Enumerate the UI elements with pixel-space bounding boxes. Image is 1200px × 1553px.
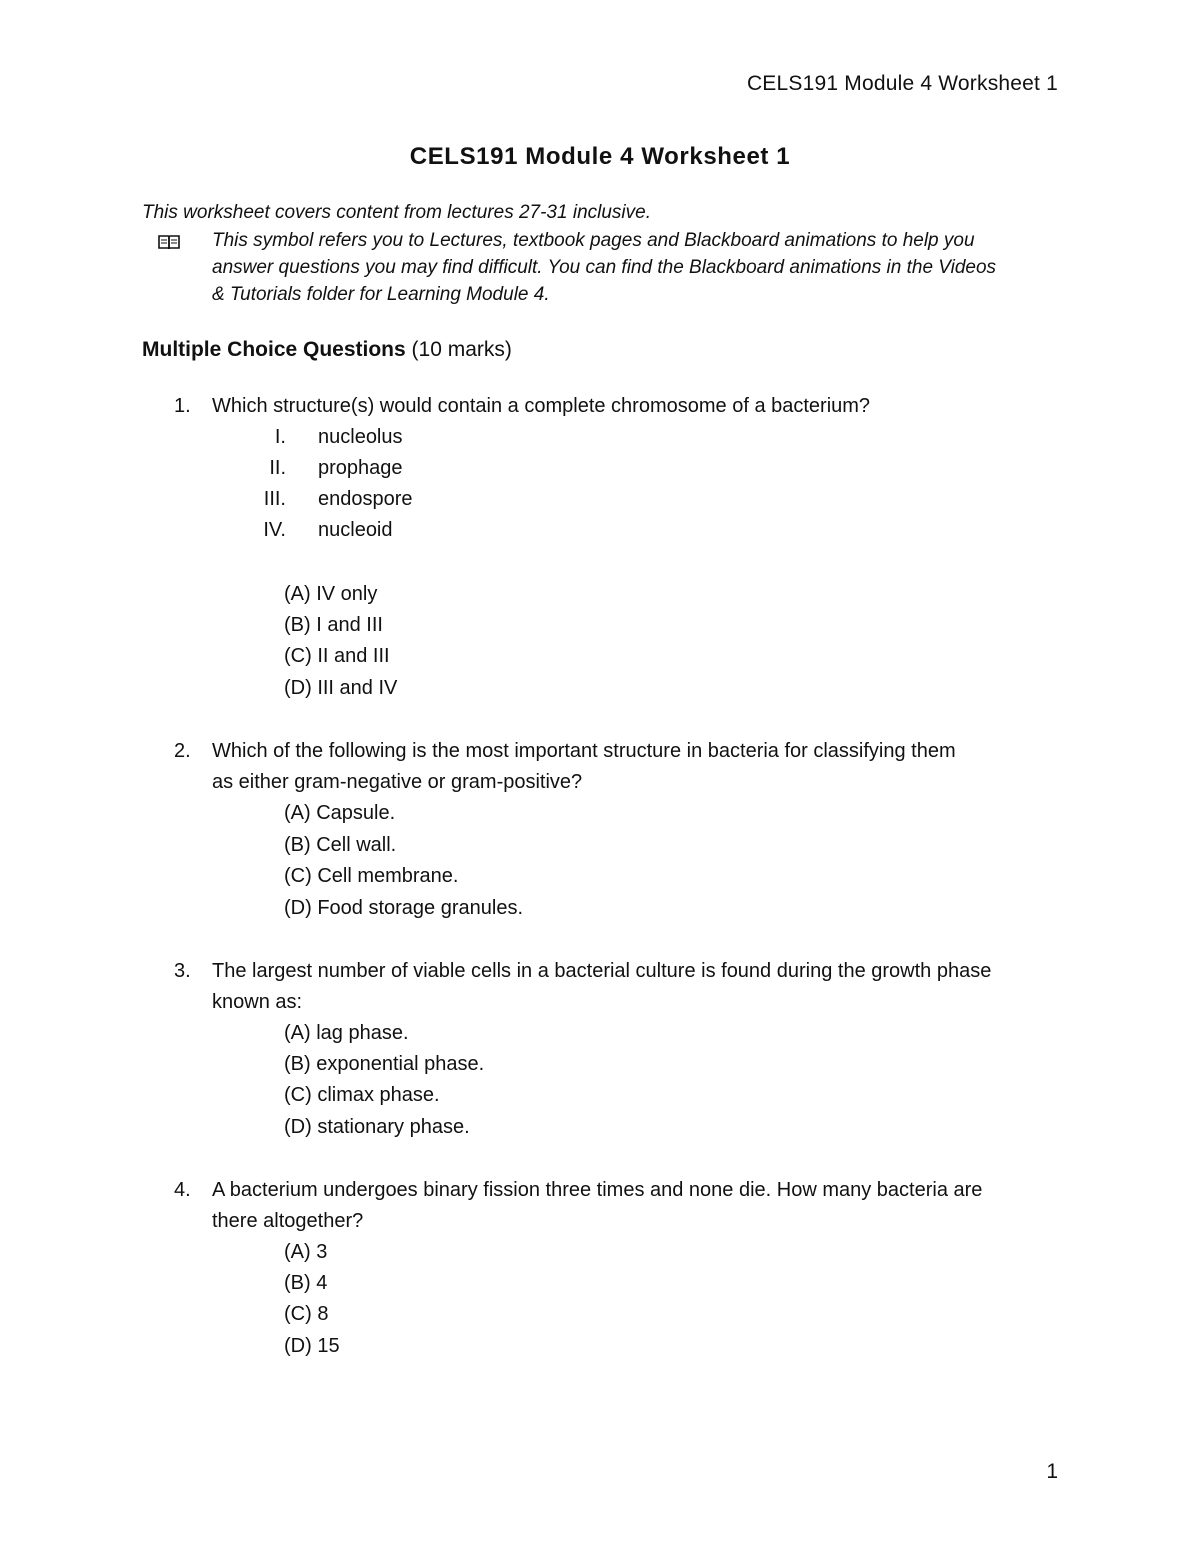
question-number: 1. (174, 395, 191, 417)
question-text: Which structure(s) would contain a complete chromosome of a bacterium? (212, 395, 871, 417)
question-number: 3. (174, 960, 191, 982)
question-text-cont: as either gram-negative or gram-positive? (212, 771, 583, 793)
section-marks: (10 marks) (411, 338, 512, 361)
question-text: Which of the following is the most important structure in bacteria for classifying them (212, 740, 956, 762)
question-number: 2. (174, 740, 191, 762)
answer-option: (A) Capsule. (284, 802, 396, 824)
answer-option: (D) III and IV (284, 677, 398, 699)
item-numeral: IV. (263, 519, 286, 541)
page-title: CELS191 Module 4 Worksheet 1 (409, 143, 791, 170)
question-text-cont: there altogether? (212, 1210, 364, 1232)
answer-option: (A) 3 (284, 1241, 328, 1263)
section-heading (142, 338, 512, 362)
answer-option: (B) Cell wall. (284, 834, 397, 856)
question-text: The largest number of viable cells in a bacterial culture is found during the growth phase (212, 960, 992, 982)
running-header: CELS191 Module 4 Worksheet 1 (746, 72, 1058, 95)
answer-option: (B) exponential phase. (284, 1053, 485, 1075)
answer-option: (A) lag phase. (284, 1022, 409, 1044)
answer-option: (C) Cell membrane. (284, 865, 459, 887)
answer-option: (C) 8 (284, 1303, 329, 1325)
answer-option: (B) I and III (284, 614, 383, 636)
item-text: endospore (318, 488, 413, 510)
answer-option: (D) 15 (284, 1335, 340, 1357)
intro-symbol-note-end: & Tutorials folder for Learning Module 4. (212, 284, 550, 305)
intro-coverage-note: This worksheet covers content from lectures 27-31 inclusive. (142, 202, 651, 223)
question-number: 4. (174, 1179, 191, 1201)
item-numeral: II. (269, 457, 286, 479)
intro-symbol-note-cont: answer questions you may find difficult. You can find the Blackboard animations in the Videos (212, 257, 997, 278)
item-text: nucleolus (318, 426, 403, 448)
answer-option: (D) Food storage granules. (284, 897, 524, 919)
question-text: A bacterium undergoes binary fission three times and none die. How many bacteria are (212, 1179, 983, 1201)
answer-option: (C) II and III (284, 645, 390, 667)
question-text-cont: known as: (212, 991, 303, 1013)
item-numeral: I. (274, 426, 286, 448)
item-text: nucleoid (318, 519, 393, 541)
answer-option: (B) 4 (284, 1272, 328, 1294)
answer-option: (C) climax phase. (284, 1084, 440, 1106)
page-number: 1 (1046, 1460, 1058, 1483)
intro-symbol-note: This symbol refers you to Lectures, textbook pages and Blackboard animations to help you (212, 230, 975, 251)
answer-option: (D) stationary phase. (284, 1116, 470, 1138)
book-icon (158, 234, 180, 250)
answer-option: (A) IV only (284, 583, 378, 605)
section-title: Multiple Choice Questions (142, 338, 406, 361)
item-numeral: III. (263, 488, 286, 510)
item-text: prophage (318, 457, 403, 479)
